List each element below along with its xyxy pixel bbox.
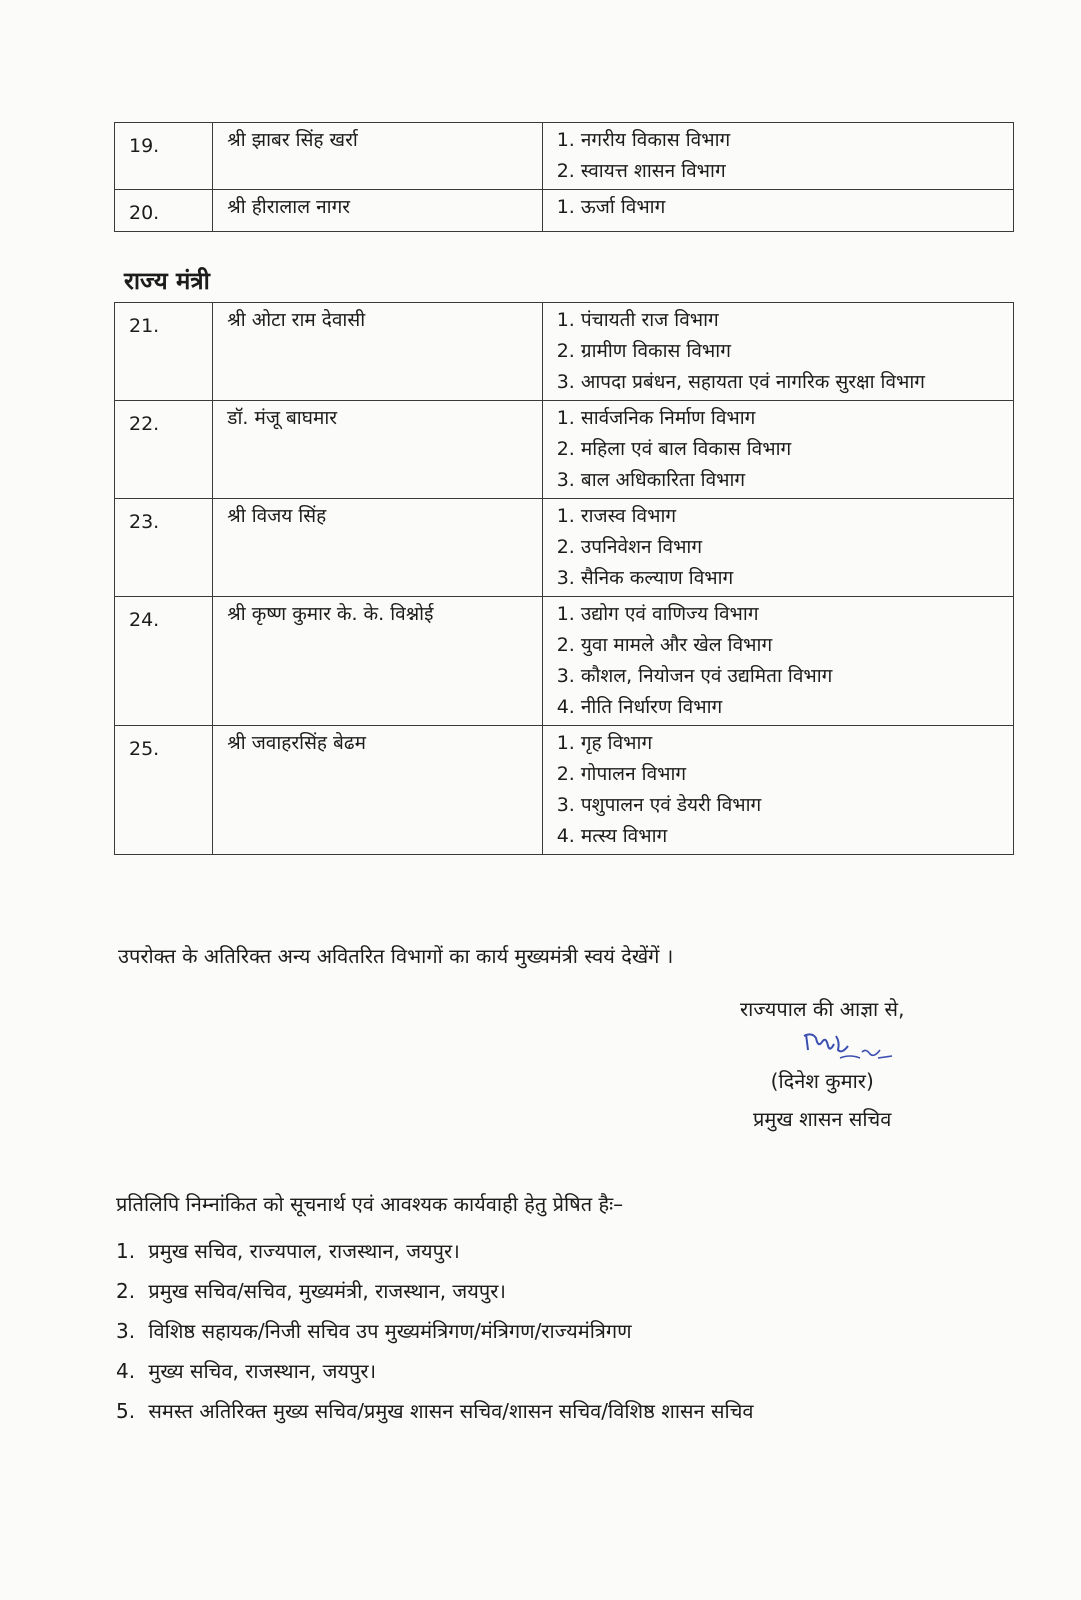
allocation-table-top — [114, 122, 1014, 232]
department-item: 3. कौशल, नियोजन एवं उद्यमिता विभाग — [556, 665, 833, 687]
serial-number: 22. — [115, 401, 213, 499]
minister-name: डॉ. मंजू बाघमार — [213, 401, 542, 499]
department-item: 2. गोपालन विभाग — [556, 763, 687, 785]
copy-item-number: 3. — [116, 1319, 136, 1343]
copy-item — [116, 1391, 754, 1431]
serial-number: 23. — [115, 499, 213, 597]
serial-number: 21. — [115, 303, 213, 401]
table-row — [115, 726, 1014, 855]
note-text: उपरोक्त के अतिरिक्त अन्य अवितरित विभागों का कार्य मुख्यमंत्री स्वयं देखेंगें । — [118, 944, 674, 968]
department-item: 1. सार्वजनिक निर्माण विभाग — [556, 407, 756, 429]
department-list — [542, 726, 1013, 855]
department-item: 1. पंचायती राज विभाग — [556, 309, 719, 331]
section-heading: राज्य मंत्री — [124, 267, 210, 295]
signature-block — [740, 990, 904, 1138]
signatory-designation: प्रमुख शासन सचिव — [753, 1107, 892, 1131]
table-row — [115, 303, 1014, 401]
table-row — [115, 401, 1014, 499]
department-item: 1. उद्योग एवं वाणिज्य विभाग — [556, 603, 759, 625]
table-row — [115, 190, 1014, 232]
by-order-text: राज्यपाल की आज्ञा से, — [740, 997, 905, 1021]
serial-number: 24. — [115, 597, 213, 726]
minister-name: श्री झाबर सिंह खर्रा — [213, 123, 542, 190]
department-item: 1. नगरीय विकास विभाग — [556, 129, 731, 151]
department-list — [542, 190, 1013, 232]
table-row — [115, 123, 1014, 190]
copy-item-number: 2. — [116, 1279, 136, 1303]
department-list — [542, 123, 1013, 190]
table-row — [115, 597, 1014, 726]
department-item: 1. राजस्व विभाग — [556, 505, 677, 527]
department-list — [542, 499, 1013, 597]
handwritten-signature — [740, 1028, 904, 1062]
department-item: 4. नीति निर्धारण विभाग — [556, 696, 723, 718]
department-item: 3. सैनिक कल्याण विभाग — [556, 567, 734, 589]
minister-name: श्री जवाहरसिंह बेढम — [213, 726, 542, 855]
department-list — [542, 401, 1013, 499]
minister-name: श्री विजय सिंह — [213, 499, 542, 597]
copy-item — [116, 1231, 754, 1271]
copy-item — [116, 1271, 754, 1311]
department-list — [542, 303, 1013, 401]
department-item: 2. युवा मामले और खेल विभाग — [556, 634, 773, 656]
copy-item — [116, 1311, 754, 1351]
department-item: 3. आपदा प्रबंधन, सहायता एवं नागरिक सुरक्षा विभाग — [556, 371, 926, 393]
copy-item-text: समस्त अतिरिक्त मुख्य सचिव/प्रमुख शासन सचिव/शासन सचिव/विशिष्ठ शासन सचिव — [142, 1399, 754, 1423]
copy-item-number: 1. — [116, 1239, 136, 1263]
copy-item-number: 5. — [116, 1399, 136, 1423]
minister-name: श्री कृष्ण कुमार के. के. विश्नोई — [213, 597, 542, 726]
department-item: 1. ऊर्जा विभाग — [556, 196, 666, 218]
department-list — [542, 597, 1013, 726]
allocation-table-ministers-of-state — [114, 302, 1014, 855]
copy-to-block — [116, 1190, 754, 1431]
copy-item-number: 4. — [116, 1359, 136, 1383]
department-item: 3. पशुपालन एवं डेयरी विभाग — [556, 794, 762, 816]
serial-number: 19. — [115, 123, 213, 190]
department-item: 2. महिला एवं बाल विकास विभाग — [556, 438, 792, 460]
copy-item-text: प्रमुख सचिव/सचिव, मुख्यमंत्री, राजस्थान, जयपुर। — [142, 1279, 506, 1303]
copy-item — [116, 1351, 754, 1391]
copy-item-text: प्रमुख सचिव, राज्यपाल, राजस्थान, जयपुर। — [142, 1239, 460, 1263]
department-item: 4. मत्स्य विभाग — [556, 825, 668, 847]
minister-name: श्री हीरालाल नागर — [213, 190, 542, 232]
serial-number: 25. — [115, 726, 213, 855]
department-item: 2. उपनिवेशन विभाग — [556, 536, 703, 558]
minister-name: श्री ओटा राम देवासी — [213, 303, 542, 401]
copy-list — [116, 1231, 754, 1431]
department-item: 3. बाल अधिकारिता विभाग — [556, 469, 746, 491]
signatory-name: (दिनेश कुमार) — [770, 1069, 874, 1093]
copy-item-text: विशिष्ठ सहायक/निजी सचिव उप मुख्यमंत्रिगण/मंत्रिगण/राज्यमंत्रिगण — [142, 1319, 632, 1343]
copy-intro: प्रतिलिपि निम्नांकित को सूचनार्थ एवं आवश्यक कार्यवाही हेतु प्रेषित हैः– — [116, 1192, 624, 1216]
department-item: 1. गृह विभाग — [556, 732, 653, 754]
table-row — [115, 499, 1014, 597]
department-item: 2. स्वायत्त शासन विभाग — [556, 160, 726, 182]
department-item: 2. ग्रामीण विकास विभाग — [556, 340, 731, 362]
serial-number: 20. — [115, 190, 213, 232]
copy-item-text: मुख्य सचिव, राजस्थान, जयपुर। — [142, 1359, 377, 1383]
